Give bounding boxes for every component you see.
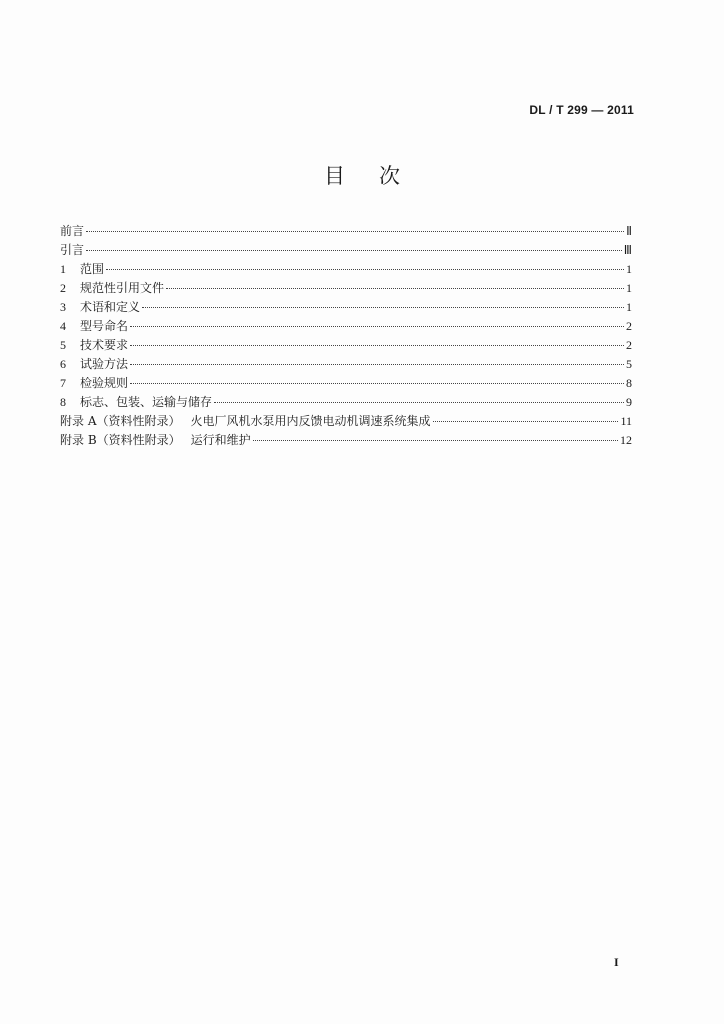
toc-entry-foreword[interactable]: [60, 222, 632, 241]
toc-entry-page: 8: [626, 376, 632, 390]
toc-leader-dots: [253, 440, 618, 441]
toc-entry-page: Ⅱ: [626, 224, 632, 238]
toc-entry-page: 1: [626, 300, 632, 314]
toc-entry-label: 型号命名: [80, 319, 129, 333]
toc-leader-dots: [130, 383, 624, 384]
toc-entry-label: 检验规则: [80, 376, 129, 390]
toc-entry-page: 9: [626, 395, 632, 409]
toc-leader-dots: [86, 250, 622, 251]
toc-entry-label: 运行和维护: [190, 433, 251, 447]
toc-entry-label: 标志、包装、运输与储存: [80, 395, 213, 409]
toc-title: 目次: [324, 164, 434, 188]
toc-entry-page: 1: [626, 262, 632, 276]
toc-entry-3[interactable]: [60, 298, 632, 317]
toc-leader-dots: [214, 402, 624, 403]
toc-entry-page: 2: [626, 338, 632, 352]
toc-entry-appendix-prefix: 附录 B（资料性附录）: [60, 433, 181, 447]
toc-entry-introduction[interactable]: [60, 241, 632, 260]
toc-entry-4[interactable]: [60, 317, 632, 336]
toc-leader-dots: [166, 288, 624, 289]
toc-leader-dots: [142, 307, 624, 308]
toc-leader-dots: [86, 231, 624, 232]
toc-entry-7[interactable]: [60, 374, 632, 393]
toc-entry-page: 11: [620, 414, 632, 428]
toc-entry-number: 2: [60, 281, 66, 295]
toc-entry-page: 12: [620, 433, 632, 447]
toc-leader-dots: [130, 345, 624, 346]
toc-entry-appendix-prefix: 附录 A（资料性附录）: [60, 414, 181, 428]
toc-entry-5[interactable]: [60, 336, 632, 355]
toc-entry-label: 规范性引用文件: [80, 281, 165, 295]
toc-entry-label: 范围: [80, 262, 105, 276]
toc-entry-page: 5: [626, 357, 632, 371]
toc-entry-number: 6: [60, 357, 66, 371]
toc-entry-8[interactable]: [60, 393, 632, 412]
toc-entry-label: 技术要求: [80, 338, 129, 352]
toc-entry-label: 火电厂风机水泵用内反馈电动机调速系统集成: [190, 414, 431, 428]
toc-entry-page: 2: [626, 319, 632, 333]
toc-entry-number: 1: [60, 262, 66, 276]
toc-entry-1[interactable]: [60, 260, 632, 279]
page-number: I: [614, 955, 619, 969]
document-code: DL / T 299 — 2011: [529, 103, 634, 117]
toc-entry-2[interactable]: [60, 279, 632, 298]
toc-entry-page: 1: [626, 281, 632, 295]
toc-entry-number: 4: [60, 319, 66, 333]
toc-leader-dots: [433, 421, 619, 422]
toc-entry-label: 引言: [60, 243, 85, 257]
toc-leader-dots: [106, 269, 624, 270]
toc-entry-label: 试验方法: [80, 357, 129, 371]
toc-entry-6[interactable]: [60, 355, 632, 374]
toc-entry-label: 术语和定义: [80, 300, 141, 314]
toc-entry-number: 8: [60, 395, 66, 409]
toc-entry-appendix-a[interactable]: [60, 412, 632, 431]
toc-entry-label: 前言: [60, 224, 85, 238]
toc-entry-number: 3: [60, 300, 66, 314]
toc-leader-dots: [130, 326, 624, 327]
toc-leader-dots: [130, 364, 624, 365]
toc-entry-page: Ⅲ: [623, 243, 632, 257]
toc-entry-number: 5: [60, 338, 66, 352]
toc-entry-number: 7: [60, 376, 66, 390]
toc-entry-appendix-b[interactable]: [60, 431, 632, 450]
toc-list: [60, 222, 632, 450]
